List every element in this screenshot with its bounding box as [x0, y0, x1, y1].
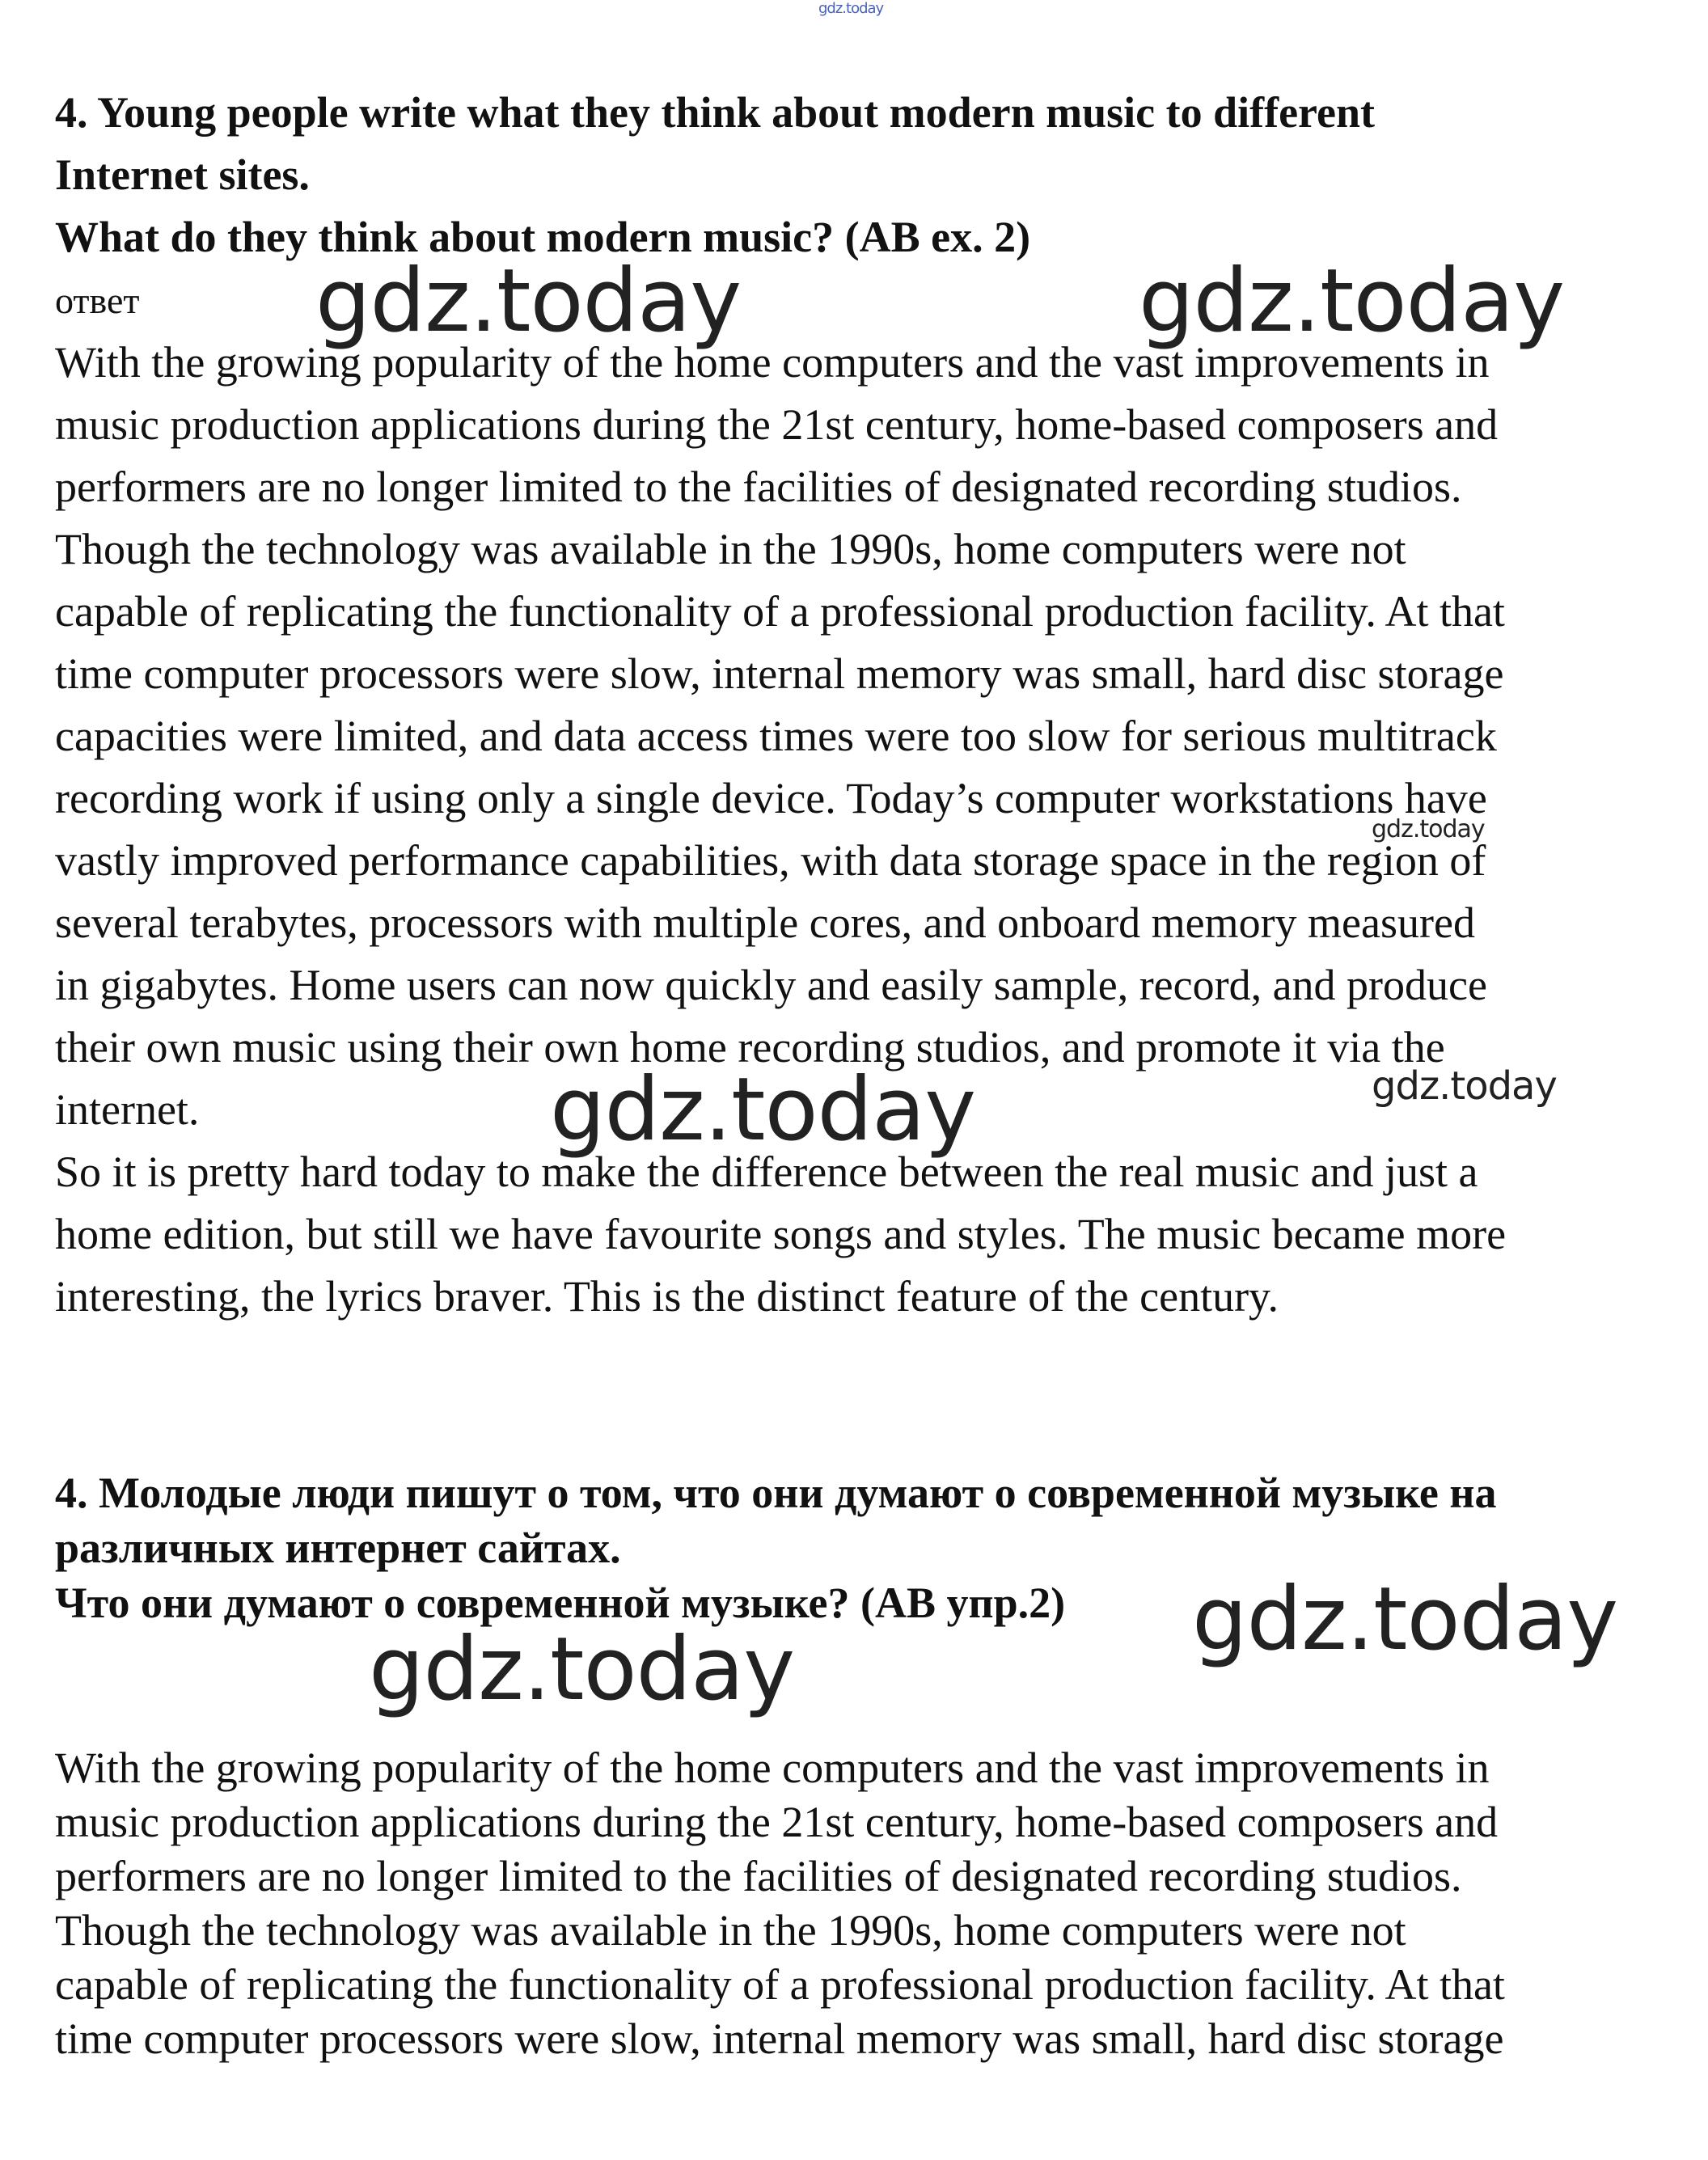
section1-paragraph-line-8: recording work if using only a single device. Today’s computer workstations have — [55, 774, 1487, 822]
section1-heading-line-2: Internet sites. — [55, 150, 310, 199]
section1-paragraph-line-3: performers are no longer limited to the facilities of designated recording studios. — [55, 463, 1462, 511]
section1-paragraph-line-9: vastly improved performance capabilities, with data storage space in the region of — [55, 836, 1486, 885]
watermark-7: gdz.today — [369, 1619, 795, 1720]
section2-paragraph-line-3: performers are no longer limited to the facilities of designated recording studios. — [55, 1852, 1462, 1900]
section1-paragraph-line-10: several terabytes, processors with multiple cores, and onboard memory measured — [55, 898, 1475, 947]
watermark-6: gdz.today — [1192, 1569, 1618, 1670]
section1-paragraph-line-11: in gigabytes. Home users can now quickly and easily sample, record, and produce — [55, 961, 1487, 1009]
section1-paragraph-line-12: their own music using their own home recording studios, and promote it via the — [55, 1023, 1445, 1072]
watermark-3: gdz.today — [1372, 815, 1485, 843]
section1-paragraph-line-14: So it is pretty hard today to make the difference between the real music and just a — [55, 1148, 1478, 1196]
watermark-1: gdz.today — [315, 251, 742, 352]
section1-paragraph-line-15: home edition, but still we have favourite songs and styles. The music became more — [55, 1210, 1507, 1258]
watermark-2: gdz.today — [1139, 251, 1565, 352]
section1-paragraph-line-16: interesting, the lyrics braver. This is the distinct feature of the century. — [55, 1272, 1279, 1321]
watermark-5: gdz.today — [550, 1059, 976, 1160]
section1-paragraph-line-7: capacities were limited, and data access times were too slow for serious multitrack — [55, 712, 1497, 760]
watermark-top: gdz.today — [818, 0, 884, 17]
section2-paragraph-line-2: music production applications during the 21st century, home-based composers and — [55, 1798, 1499, 1846]
section1-paragraph-line-5: capable of replicating the functionality of a professional production facility. At that — [55, 587, 1505, 636]
section1-paragraph-line-2: music production applications during the 21st century, home-based composers and — [55, 400, 1499, 449]
section2-heading-line-2: различных интернет сайтах. — [55, 1524, 621, 1572]
answer-label: ответ — [55, 280, 140, 321]
section2-heading-line-3: Что они думают о современной музыке? (AB упр.2) — [55, 1579, 1066, 1627]
section2-paragraph-line-5: capable of replicating the functionality of a professional production facility. At that — [55, 1960, 1505, 2009]
section2-paragraph-line-6: time computer processors were slow, internal memory was small, hard disc storage — [55, 2014, 1504, 2063]
section1-paragraph-line-6: time computer processors were slow, internal memory was small, hard disc storage — [55, 649, 1504, 698]
section2-paragraph-line-4: Though the technology was available in the 1990s, home computers were not — [55, 1906, 1406, 1955]
section2-heading-line-1: 4. Молодые люди пишут о том, что они думают о современной музыке на — [55, 1469, 1497, 1517]
watermark-4: gdz.today — [1372, 1063, 1557, 1109]
section1-heading-line-3: What do they think about modern music? (AB ex. 2) — [55, 213, 1031, 261]
section1-paragraph-line-4: Though the technology was available in the 1990s, home computers were not — [55, 525, 1406, 573]
section1-paragraph-line-1: With the growing popularity of the home computers and the vast improvements in — [55, 338, 1490, 387]
section1-paragraph-line-13: internet. — [55, 1085, 200, 1134]
section1-heading-line-1: 4. Young people write what they think about modern music to different — [55, 88, 1376, 137]
section2-paragraph-line-1: With the growing popularity of the home computers and the vast improvements in — [55, 1744, 1490, 1792]
